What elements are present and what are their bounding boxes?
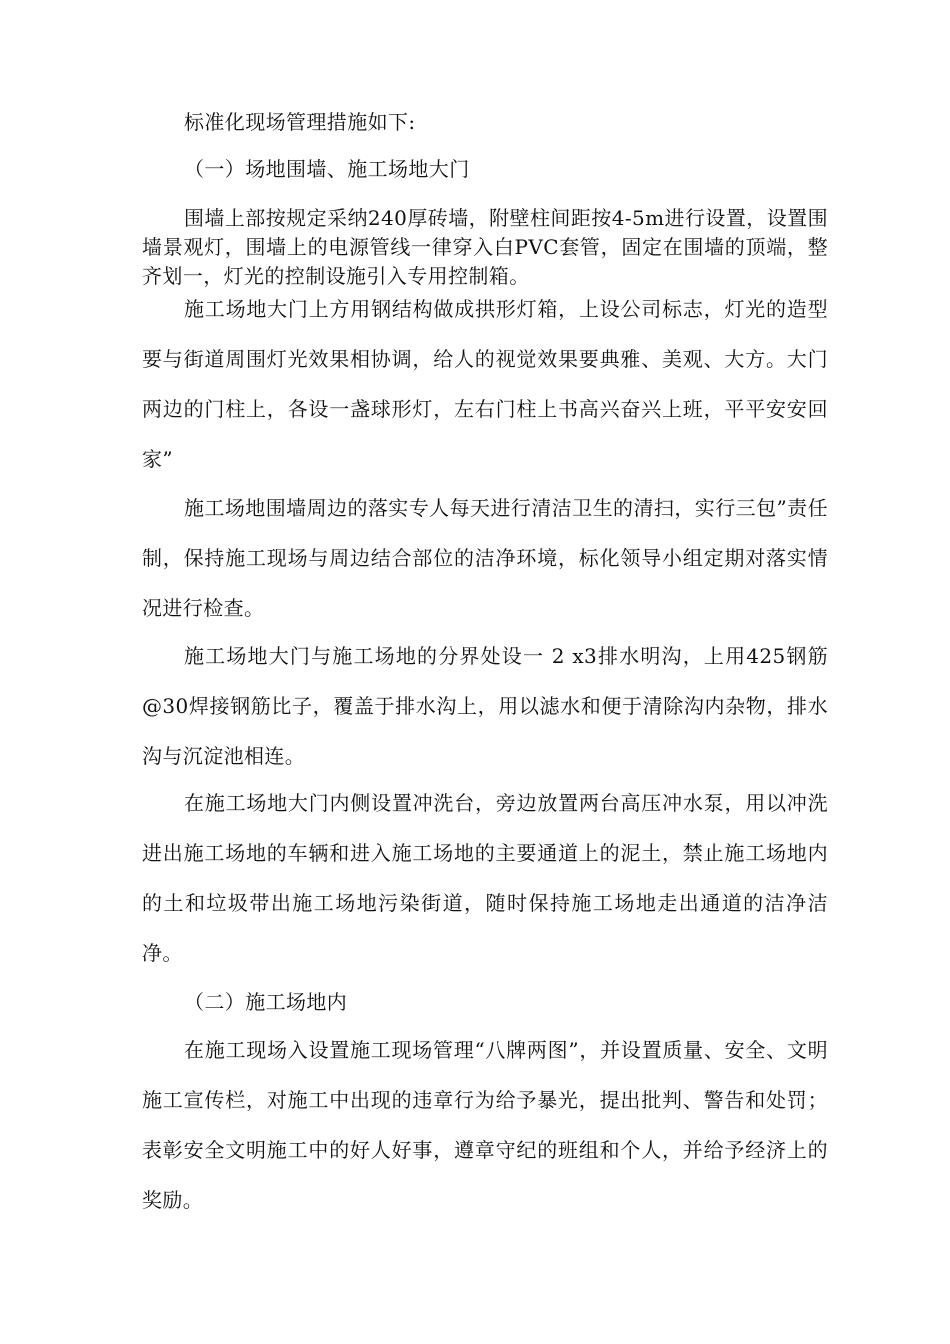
section-heading-2: （二）施工场地内	[184, 990, 348, 1014]
paragraph-wall: 围墙上部按规定采纳240厚砖墙，附壁柱间距按4-5m进行设置，设置围墙景观灯，围墙上的电源管线一律穿入白PVC套管，固定在围墙的顶端，整齐划一，灯光的控制设施引入专用控制箱。	[142, 206, 828, 288]
section-heading-1: （一）场地围墙、施工场地大门	[184, 157, 470, 181]
paragraph-washing: 在施工场地大门内侧设置冲洗台，旁边放置两台高压冲水泵，用以冲洗进出施工场地的车辆和进入施工场地的主要通道上的泥土，禁止施工场地内的土和垃圾带出施工场地污染街道，随时保持施工场地走出通道的洁净洁净。	[142, 791, 828, 965]
paragraph-drainage: 施工场地大门与施工场地的分界处设一 2 x3排水明沟，上用425钢筋@30焊接钢筋比子，覆盖于排水沟上，用以滤水和便于清除沟内杂物，排水沟与沉淀池相连。	[142, 644, 828, 768]
intro-text: 标准化现场管理措施如下:	[184, 110, 416, 134]
paragraph-cleaning: 施工场地围墙周边的落实专人每天进行清洁卫生的清扫，实行三包”责任制，保持施工现场与周边结合部位的洁净环境，标化领导小组定期对落实情况进行检查。	[142, 496, 828, 620]
paragraph-gate: 施工场地大门上方用钢结构做成拱形灯箱，上设公司标志，灯光的造型要与街道周围灯光效果相协调，给人的视觉效果要典雅、美观、大方。大门两边的门柱上，各设一盏球形灯，左右门柱上书高兴奋兴上班，平平安安回家”	[142, 297, 828, 471]
paragraph-signboards: 在施工现场入设置施工现场管理“八牌两图”，并设置质量、安全、文明施工宣传栏，对施工中出现的违章行为给予暴光，提出批判、警告和处罚；表彰安全文明施工中的好人好事，遵章守纪的班组和个人，并给予经济上的奖励。	[142, 1038, 828, 1212]
